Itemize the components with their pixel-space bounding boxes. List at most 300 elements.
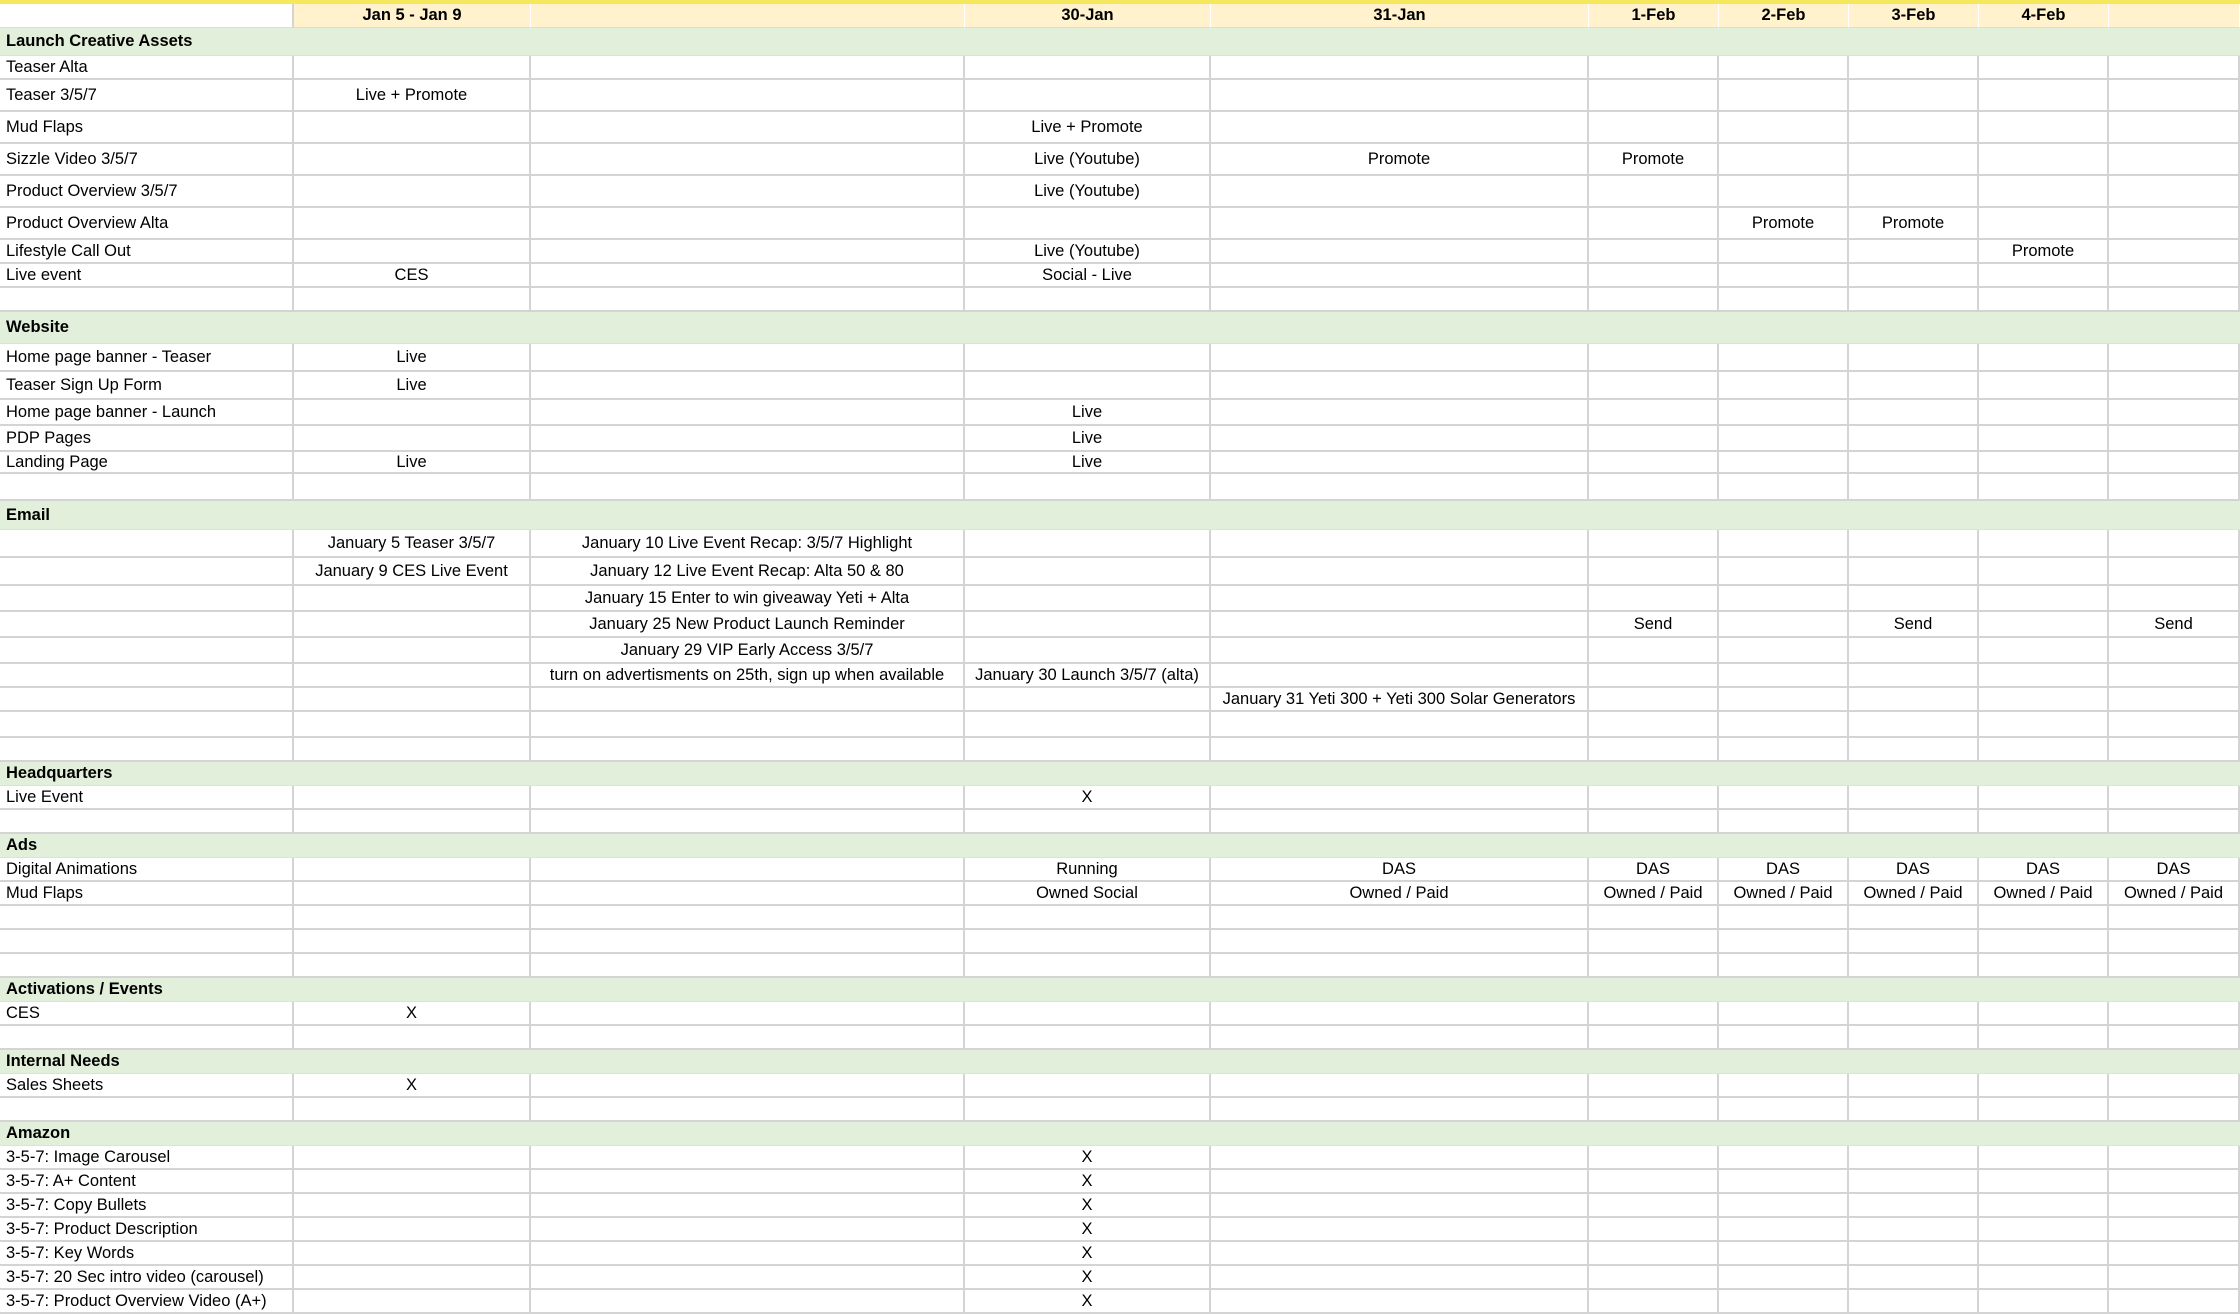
table-cell[interactable] [1211, 810, 1589, 834]
table-cell[interactable] [1979, 1218, 2109, 1242]
table-cell[interactable]: turn on advertisments on 25th, sign up when available [531, 664, 965, 688]
table-cell[interactable] [1211, 1170, 1589, 1194]
section-label[interactable]: Ads [0, 834, 2240, 858]
table-cell[interactable] [1589, 638, 1719, 664]
table-cell[interactable] [2109, 1074, 2240, 1098]
table-cell[interactable] [1849, 1242, 1979, 1266]
table-cell[interactable] [531, 112, 965, 144]
table-cell[interactable] [2109, 452, 2240, 474]
table-cell[interactable]: January 15 Enter to win giveaway Yeti + Alta [531, 586, 965, 612]
table-cell[interactable]: X [965, 1194, 1211, 1218]
table-cell[interactable]: Send [2109, 612, 2240, 638]
table-cell[interactable]: Owned / Paid [1211, 882, 1589, 906]
table-cell[interactable] [2109, 1026, 2240, 1050]
table-cell[interactable] [1849, 1290, 1979, 1314]
table-cell[interactable] [1849, 1266, 1979, 1290]
table-cell[interactable]: Owned / Paid [2109, 882, 2240, 906]
table-cell[interactable] [1719, 240, 1849, 264]
table-cell[interactable] [1211, 112, 1589, 144]
column-header[interactable]: Jan 5 - Jan 9 [294, 4, 531, 28]
table-cell[interactable] [965, 530, 1211, 558]
table-cell[interactable] [1979, 400, 2109, 426]
row-label-cell[interactable]: Teaser Sign Up Form [0, 372, 294, 400]
table-cell[interactable] [965, 558, 1211, 586]
table-cell[interactable] [1849, 80, 1979, 112]
table-cell[interactable] [2109, 288, 2240, 312]
table-cell[interactable] [1211, 264, 1589, 288]
table-cell[interactable] [2109, 144, 2240, 176]
table-cell[interactable] [294, 1170, 531, 1194]
table-cell[interactable] [1979, 712, 2109, 738]
row-label-cell[interactable]: 3-5-7: Key Words [0, 1242, 294, 1266]
table-cell[interactable] [1979, 1002, 2109, 1026]
table-cell[interactable] [2109, 810, 2240, 834]
table-cell[interactable] [1211, 344, 1589, 372]
table-cell[interactable] [531, 56, 965, 80]
table-cell[interactable] [1849, 1002, 1979, 1026]
table-cell[interactable] [1849, 954, 1979, 978]
table-cell[interactable] [2109, 786, 2240, 810]
table-cell[interactable] [294, 738, 531, 762]
table-cell[interactable] [531, 176, 965, 208]
table-cell[interactable] [1211, 1218, 1589, 1242]
table-cell[interactable] [2109, 712, 2240, 738]
table-cell[interactable] [1589, 344, 1719, 372]
table-cell[interactable] [531, 882, 965, 906]
row-label-cell[interactable] [0, 930, 294, 954]
table-cell[interactable] [1211, 1026, 1589, 1050]
table-cell[interactable]: CES [294, 264, 531, 288]
table-cell[interactable] [1979, 474, 2109, 501]
table-cell[interactable] [1589, 372, 1719, 400]
section-label[interactable]: Headquarters [0, 762, 2240, 786]
column-header[interactable]: 2-Feb [1719, 4, 1849, 28]
table-cell[interactable] [1589, 208, 1719, 240]
table-cell[interactable] [1719, 1098, 1849, 1122]
table-cell[interactable] [1719, 530, 1849, 558]
table-cell[interactable] [1979, 1026, 2109, 1050]
table-cell[interactable]: Live [294, 452, 531, 474]
table-cell[interactable] [1849, 930, 1979, 954]
table-cell[interactable] [1589, 1146, 1719, 1170]
table-cell[interactable]: Live [965, 400, 1211, 426]
table-cell[interactable] [1211, 452, 1589, 474]
row-label-cell[interactable]: Sizzle Video 3/5/7 [0, 144, 294, 176]
table-cell[interactable] [2109, 688, 2240, 712]
table-cell[interactable] [1589, 80, 1719, 112]
table-cell[interactable] [1589, 56, 1719, 80]
table-cell[interactable] [531, 1098, 965, 1122]
table-cell[interactable] [965, 954, 1211, 978]
table-cell[interactable] [531, 1026, 965, 1050]
table-cell[interactable] [1211, 638, 1589, 664]
row-label-cell[interactable] [0, 586, 294, 612]
table-cell[interactable] [1849, 906, 1979, 930]
table-cell[interactable] [1719, 452, 1849, 474]
table-cell[interactable] [531, 1074, 965, 1098]
table-cell[interactable] [294, 240, 531, 264]
table-cell[interactable] [1589, 1218, 1719, 1242]
table-cell[interactable] [1719, 688, 1849, 712]
table-cell[interactable]: January 12 Live Event Recap: Alta 50 & 80 [531, 558, 965, 586]
table-cell[interactable] [1719, 638, 1849, 664]
table-cell[interactable]: Promote [1979, 240, 2109, 264]
table-cell[interactable] [965, 208, 1211, 240]
table-cell[interactable] [1589, 1098, 1719, 1122]
table-cell[interactable] [2109, 80, 2240, 112]
table-cell[interactable]: DAS [1719, 858, 1849, 882]
table-cell[interactable] [1211, 1242, 1589, 1266]
table-cell[interactable] [965, 688, 1211, 712]
table-cell[interactable] [1211, 1266, 1589, 1290]
row-label-cell[interactable]: Mud Flaps [0, 112, 294, 144]
table-cell[interactable]: X [294, 1002, 531, 1026]
column-header[interactable] [531, 4, 965, 28]
column-header[interactable]: 1-Feb [1589, 4, 1719, 28]
table-cell[interactable] [1849, 1026, 1979, 1050]
table-cell[interactable] [531, 906, 965, 930]
table-cell[interactable] [1589, 240, 1719, 264]
table-cell[interactable] [531, 858, 965, 882]
table-cell[interactable] [1589, 1194, 1719, 1218]
table-cell[interactable] [1719, 288, 1849, 312]
table-cell[interactable] [1719, 810, 1849, 834]
table-cell[interactable] [965, 288, 1211, 312]
table-cell[interactable] [1589, 1074, 1719, 1098]
table-cell[interactable] [1211, 930, 1589, 954]
table-cell[interactable] [1849, 400, 1979, 426]
table-cell[interactable]: DAS [1979, 858, 2109, 882]
table-cell[interactable] [531, 1194, 965, 1218]
table-cell[interactable] [1211, 712, 1589, 738]
table-cell[interactable] [1719, 558, 1849, 586]
table-cell[interactable] [965, 372, 1211, 400]
table-cell[interactable] [2109, 426, 2240, 452]
table-cell[interactable] [1589, 558, 1719, 586]
row-label-cell[interactable]: CES [0, 1002, 294, 1026]
table-cell[interactable] [531, 1002, 965, 1026]
table-cell[interactable] [1589, 738, 1719, 762]
table-cell[interactable] [1589, 452, 1719, 474]
table-cell[interactable] [531, 426, 965, 452]
table-cell[interactable] [1211, 426, 1589, 452]
table-cell[interactable] [1979, 906, 2109, 930]
table-cell[interactable] [531, 1170, 965, 1194]
table-cell[interactable]: X [965, 1242, 1211, 1266]
table-cell[interactable] [1979, 930, 2109, 954]
row-label-cell[interactable]: Live Event [0, 786, 294, 810]
table-cell[interactable] [965, 712, 1211, 738]
table-cell[interactable]: X [965, 1146, 1211, 1170]
table-cell[interactable]: January 29 VIP Early Access 3/5/7 [531, 638, 965, 664]
table-cell[interactable] [1211, 176, 1589, 208]
table-cell[interactable] [965, 1074, 1211, 1098]
table-cell[interactable]: X [965, 1290, 1211, 1314]
table-cell[interactable] [2109, 1170, 2240, 1194]
section-label[interactable]: Email [0, 501, 2240, 530]
table-cell[interactable] [1719, 612, 1849, 638]
table-cell[interactable] [1719, 400, 1849, 426]
table-cell[interactable] [2109, 1146, 2240, 1170]
table-cell[interactable] [531, 688, 965, 712]
table-cell[interactable] [531, 712, 965, 738]
table-cell[interactable] [531, 400, 965, 426]
table-cell[interactable] [1589, 586, 1719, 612]
row-label-cell[interactable]: Product Overview 3/5/7 [0, 176, 294, 208]
table-cell[interactable] [965, 906, 1211, 930]
row-label-cell[interactable]: 3-5-7: Copy Bullets [0, 1194, 294, 1218]
table-cell[interactable] [1589, 786, 1719, 810]
table-cell[interactable] [1589, 176, 1719, 208]
column-header[interactable] [0, 4, 294, 28]
table-cell[interactable] [1849, 1170, 1979, 1194]
table-cell[interactable] [965, 80, 1211, 112]
table-cell[interactable] [1719, 738, 1849, 762]
table-cell[interactable] [1849, 738, 1979, 762]
table-cell[interactable] [1979, 638, 2109, 664]
row-label-cell[interactable] [0, 1098, 294, 1122]
table-cell[interactable] [1589, 530, 1719, 558]
table-cell[interactable] [531, 738, 965, 762]
table-cell[interactable] [1719, 144, 1849, 176]
table-cell[interactable] [531, 344, 965, 372]
table-cell[interactable] [2109, 208, 2240, 240]
table-cell[interactable] [531, 1218, 965, 1242]
table-cell[interactable]: Promote [1719, 208, 1849, 240]
row-label-cell[interactable]: Digital Animations [0, 858, 294, 882]
table-cell[interactable] [294, 786, 531, 810]
row-label-cell[interactable]: 3-5-7: Image Carousel [0, 1146, 294, 1170]
table-cell[interactable] [294, 426, 531, 452]
table-cell[interactable] [1589, 400, 1719, 426]
table-cell[interactable]: X [965, 1170, 1211, 1194]
table-cell[interactable] [2109, 586, 2240, 612]
table-cell[interactable] [1979, 1194, 2109, 1218]
table-cell[interactable] [1589, 264, 1719, 288]
table-cell[interactable] [531, 372, 965, 400]
table-cell[interactable] [965, 1026, 1211, 1050]
table-cell[interactable] [1849, 1218, 1979, 1242]
table-cell[interactable] [1719, 954, 1849, 978]
table-cell[interactable]: Owned / Paid [1849, 882, 1979, 906]
table-cell[interactable] [965, 56, 1211, 80]
table-cell[interactable] [1589, 954, 1719, 978]
table-cell[interactable] [965, 612, 1211, 638]
table-cell[interactable] [1719, 474, 1849, 501]
table-cell[interactable] [2109, 400, 2240, 426]
table-cell[interactable] [1719, 56, 1849, 80]
table-cell[interactable] [531, 264, 965, 288]
row-label-cell[interactable] [0, 954, 294, 978]
table-cell[interactable] [1849, 712, 1979, 738]
table-cell[interactable] [531, 474, 965, 501]
table-cell[interactable] [294, 1290, 531, 1314]
table-cell[interactable]: Live [965, 452, 1211, 474]
table-cell[interactable] [2109, 1218, 2240, 1242]
row-label-cell[interactable]: Mud Flaps [0, 882, 294, 906]
table-cell[interactable] [1211, 530, 1589, 558]
table-cell[interactable] [965, 344, 1211, 372]
table-cell[interactable] [294, 612, 531, 638]
column-header[interactable]: 31-Jan [1211, 4, 1589, 28]
table-cell[interactable] [294, 586, 531, 612]
row-label-cell[interactable] [0, 906, 294, 930]
table-cell[interactable] [294, 712, 531, 738]
table-cell[interactable] [531, 144, 965, 176]
table-cell[interactable] [294, 906, 531, 930]
table-cell[interactable] [1979, 786, 2109, 810]
table-cell[interactable] [1979, 176, 2109, 208]
table-cell[interactable] [294, 144, 531, 176]
table-cell[interactable] [294, 1146, 531, 1170]
table-cell[interactable] [1849, 176, 1979, 208]
row-label-cell[interactable]: Teaser 3/5/7 [0, 80, 294, 112]
table-cell[interactable] [1979, 688, 2109, 712]
table-cell[interactable] [2109, 56, 2240, 80]
table-cell[interactable] [1719, 586, 1849, 612]
table-cell[interactable] [1849, 1074, 1979, 1098]
table-cell[interactable] [1719, 80, 1849, 112]
table-cell[interactable]: X [965, 1266, 1211, 1290]
table-cell[interactable] [1719, 906, 1849, 930]
table-cell[interactable] [1589, 1002, 1719, 1026]
row-label-cell[interactable]: Teaser Alta [0, 56, 294, 80]
table-cell[interactable] [1849, 426, 1979, 452]
table-cell[interactable] [1849, 240, 1979, 264]
section-label[interactable]: Launch Creative Assets [0, 28, 2240, 56]
table-cell[interactable] [1589, 664, 1719, 688]
table-cell[interactable] [1719, 1074, 1849, 1098]
row-label-cell[interactable] [0, 1026, 294, 1050]
table-cell[interactable] [1849, 372, 1979, 400]
table-cell[interactable] [1719, 1194, 1849, 1218]
row-label-cell[interactable] [0, 712, 294, 738]
table-cell[interactable] [531, 452, 965, 474]
table-cell[interactable] [1849, 344, 1979, 372]
table-cell[interactable] [294, 1194, 531, 1218]
table-cell[interactable] [1849, 288, 1979, 312]
table-cell[interactable] [1979, 558, 2109, 586]
table-cell[interactable] [1719, 1242, 1849, 1266]
table-cell[interactable] [1589, 474, 1719, 501]
table-cell[interactable] [1589, 810, 1719, 834]
table-cell[interactable] [1719, 176, 1849, 208]
table-cell[interactable] [965, 1002, 1211, 1026]
table-cell[interactable] [1589, 1242, 1719, 1266]
table-cell[interactable] [531, 80, 965, 112]
table-cell[interactable] [531, 954, 965, 978]
table-cell[interactable] [2109, 264, 2240, 288]
table-cell[interactable] [2109, 176, 2240, 208]
row-label-cell[interactable] [0, 474, 294, 501]
table-cell[interactable] [1211, 474, 1589, 501]
table-cell[interactable] [294, 858, 531, 882]
table-cell[interactable] [1849, 786, 1979, 810]
table-cell[interactable] [1589, 1266, 1719, 1290]
table-cell[interactable] [1211, 80, 1589, 112]
row-label-cell[interactable] [0, 688, 294, 712]
table-cell[interactable] [1211, 208, 1589, 240]
section-label[interactable]: Internal Needs [0, 1050, 2240, 1074]
table-cell[interactable] [294, 176, 531, 208]
table-cell[interactable] [1979, 1098, 2109, 1122]
table-cell[interactable] [294, 930, 531, 954]
table-cell[interactable] [2109, 906, 2240, 930]
table-cell[interactable] [2109, 930, 2240, 954]
table-cell[interactable] [531, 810, 965, 834]
table-cell[interactable]: Live + Promote [965, 112, 1211, 144]
table-cell[interactable] [1211, 586, 1589, 612]
table-cell[interactable]: Live [294, 344, 531, 372]
table-cell[interactable] [1979, 1146, 2109, 1170]
table-cell[interactable]: January 25 New Product Launch Reminder [531, 612, 965, 638]
table-cell[interactable] [1979, 56, 2109, 80]
table-cell[interactable] [1719, 112, 1849, 144]
table-cell[interactable] [1719, 1170, 1849, 1194]
table-cell[interactable]: January 10 Live Event Recap: 3/5/7 Highlight [531, 530, 965, 558]
table-cell[interactable] [1849, 56, 1979, 80]
section-label[interactable]: Website [0, 312, 2240, 344]
table-cell[interactable]: Promote [1589, 144, 1719, 176]
row-label-cell[interactable]: PDP Pages [0, 426, 294, 452]
table-cell[interactable] [1979, 208, 2109, 240]
table-cell[interactable] [294, 288, 531, 312]
table-cell[interactable] [1849, 558, 1979, 586]
column-header[interactable]: 3-Feb [1849, 4, 1979, 28]
row-label-cell[interactable] [0, 810, 294, 834]
table-cell[interactable] [2109, 474, 2240, 501]
table-cell[interactable]: January 5 Teaser 3/5/7 [294, 530, 531, 558]
table-cell[interactable] [531, 1266, 965, 1290]
table-cell[interactable] [1979, 954, 2109, 978]
table-cell[interactable] [2109, 664, 2240, 688]
table-cell[interactable] [2109, 1290, 2240, 1314]
table-cell[interactable] [1979, 372, 2109, 400]
table-cell[interactable]: Promote [1849, 208, 1979, 240]
table-cell[interactable] [1849, 264, 1979, 288]
table-cell[interactable] [1979, 112, 2109, 144]
table-cell[interactable] [2109, 344, 2240, 372]
table-cell[interactable] [294, 1242, 531, 1266]
table-cell[interactable] [1211, 1098, 1589, 1122]
table-cell[interactable] [1849, 112, 1979, 144]
table-cell[interactable] [1849, 144, 1979, 176]
table-cell[interactable]: Running [965, 858, 1211, 882]
table-cell[interactable] [1979, 810, 2109, 834]
table-cell[interactable] [1979, 586, 2109, 612]
table-cell[interactable] [1719, 372, 1849, 400]
table-cell[interactable]: DAS [1589, 858, 1719, 882]
row-label-cell[interactable]: 3-5-7: 20 Sec intro video (carousel) [0, 1266, 294, 1290]
table-cell[interactable] [965, 474, 1211, 501]
table-cell[interactable] [2109, 558, 2240, 586]
table-cell[interactable] [1211, 1002, 1589, 1026]
table-cell[interactable] [1211, 240, 1589, 264]
table-cell[interactable] [1719, 1290, 1849, 1314]
table-cell[interactable] [1719, 1026, 1849, 1050]
table-cell[interactable] [1211, 56, 1589, 80]
table-cell[interactable]: Owned / Paid [1979, 882, 2109, 906]
table-cell[interactable] [1719, 1218, 1849, 1242]
table-cell[interactable] [1211, 906, 1589, 930]
table-cell[interactable] [965, 638, 1211, 664]
table-cell[interactable]: Owned / Paid [1589, 882, 1719, 906]
table-cell[interactable] [1979, 1074, 2109, 1098]
table-cell[interactable] [1849, 530, 1979, 558]
column-header[interactable]: 30-Jan [965, 4, 1211, 28]
table-cell[interactable]: Owned Social [965, 882, 1211, 906]
table-cell[interactable]: Live [965, 426, 1211, 452]
